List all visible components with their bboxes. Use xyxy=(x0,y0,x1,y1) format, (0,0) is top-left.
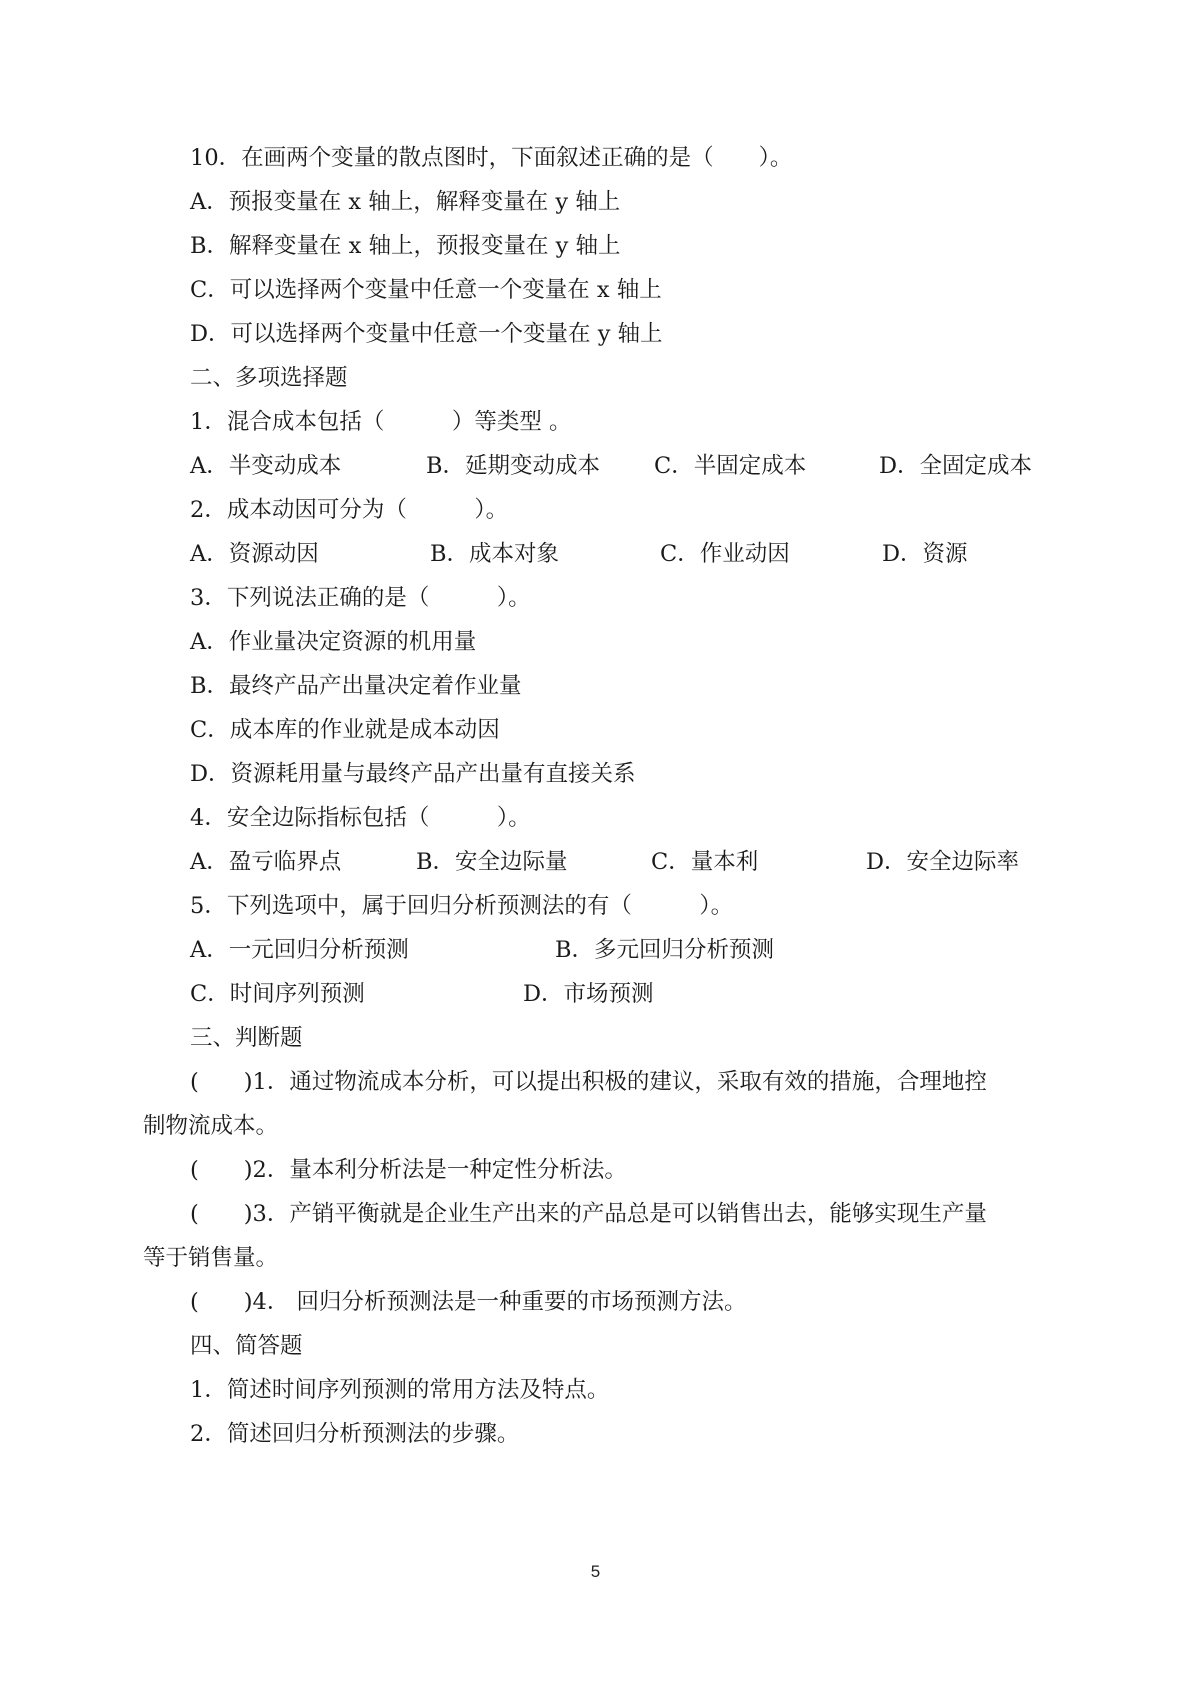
tf-question-1-line1: ( )1．通过物流成本分析，可以提出积极的建议，采取有效的措施，合理地控 xyxy=(190,1069,987,1095)
section-heading-multiple-choice: 二、多项选择题 xyxy=(190,365,348,391)
option-d: D．资源 xyxy=(882,541,968,567)
option-d: D．安全边际率 xyxy=(866,849,1020,875)
option-a: A．盈亏临界点 xyxy=(190,849,342,875)
sa-question-1: 1．简述时间序列预测的常用方法及特点。 xyxy=(190,1377,610,1403)
mc-question-2-options xyxy=(190,534,1041,574)
option-a: A．一元回归分析预测 xyxy=(190,937,409,963)
sa-question-2: 2．简述回归分析预测法的步骤。 xyxy=(190,1421,520,1447)
option-c: C．量本利 xyxy=(651,849,759,875)
option-a: A．资源动因 xyxy=(190,541,319,567)
option-d: D．市场预测 xyxy=(523,981,654,1007)
tf-question-2: ( )2．量本利分析法是一种定性分析法。 xyxy=(190,1157,627,1183)
option-c: C．半固定成本 xyxy=(654,453,807,479)
question-10-option-b: B．解释变量在 x 轴上，预报变量在 y 轴上 xyxy=(190,233,621,259)
section-heading-true-false: 三、判断题 xyxy=(190,1025,303,1051)
mc-question-1-options xyxy=(190,446,1041,486)
question-10: 10．在画两个变量的散点图时，下面叙述正确的是（ ）。 xyxy=(190,145,793,171)
option-d: D．全固定成本 xyxy=(879,453,1033,479)
question-10-option-d: D．可以选择两个变量中任意一个变量在 y 轴上 xyxy=(190,321,663,347)
mc-question-5-options-row2 xyxy=(190,974,1041,1014)
option-c: C．作业动因 xyxy=(660,541,790,567)
tf-question-1-line2: 制物流成本。 xyxy=(143,1113,279,1139)
mc-question-1: 1．混合成本包括（ ）等类型 。 xyxy=(190,409,572,435)
option-b: B．延期变动成本 xyxy=(426,453,601,479)
mc-question-3-option-d: D．资源耗用量与最终产品产出量有直接关系 xyxy=(190,761,636,787)
option-a: A．半变动成本 xyxy=(190,453,342,479)
tf-question-3-line2: 等于销售量。 xyxy=(143,1245,279,1271)
option-c: C．时间序列预测 xyxy=(190,981,365,1007)
mc-question-3-option-b: B．最终产品产出量决定着作业量 xyxy=(190,673,522,699)
mc-question-5: 5．下列选项中，属于回归分析预测法的有（ ）。 xyxy=(190,893,734,919)
mc-question-3-option-a: A．作业量决定资源的机用量 xyxy=(190,629,477,655)
mc-question-3: 3．下列说法正确的是（ ）。 xyxy=(190,585,531,611)
option-b: B．多元回归分析预测 xyxy=(555,937,775,963)
question-10-option-c: C．可以选择两个变量中任意一个变量在 x 轴上 xyxy=(190,277,662,303)
tf-question-4: ( )4． 回归分析预测法是一种重要的市场预测方法。 xyxy=(190,1289,747,1315)
option-b: B．成本对象 xyxy=(430,541,560,567)
mc-question-2: 2．成本动因可分为（ ）。 xyxy=(190,497,509,523)
section-heading-short-answer: 四、简答题 xyxy=(190,1333,303,1359)
question-10-option-a: A．预报变量在 x 轴上，解释变量在 y 轴上 xyxy=(190,189,621,215)
mc-question-5-options-row1 xyxy=(190,930,1041,970)
mc-question-4: 4．安全边际指标包括（ ）。 xyxy=(190,805,531,831)
page-number: 5 xyxy=(590,1562,601,1581)
mc-question-4-options xyxy=(190,842,1041,882)
mc-question-3-option-c: C．成本库的作业就是成本动因 xyxy=(190,717,500,743)
tf-question-3-line1: ( )3．产销平衡就是企业生产出来的产品总是可以销售出去，能够实现生产量 xyxy=(190,1201,987,1227)
option-b: B．安全边际量 xyxy=(416,849,568,875)
